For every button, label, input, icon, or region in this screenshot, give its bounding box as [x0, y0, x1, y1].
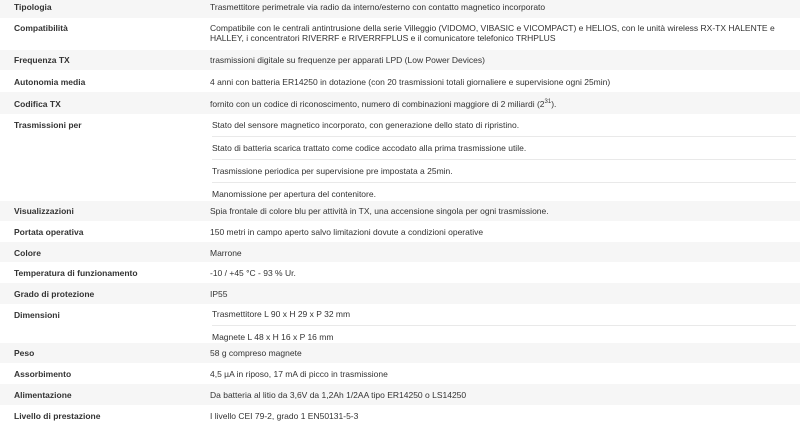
table-row [0, 50, 800, 70]
row-value: Trasmettitore perimetrale via radio da interno/esterno con contatto magnetico incorporato [196, 0, 800, 18]
table-row [0, 262, 800, 283]
row-label: Colore [0, 242, 196, 262]
row-value: trasmissioni digitale su frequenze per apparati LPD (Low Power Devices) [196, 50, 800, 70]
row-label: Grado di protezione [0, 283, 196, 304]
table-row [0, 18, 800, 50]
row-label: Temperatura di funzionamento [0, 262, 196, 283]
row-value: Da batteria al litio da 3,6V da 1,2Ah 1/2AA tipo ER14250 o LS14250 [196, 384, 800, 405]
transmission-item: Manomissione per apertura del contenitore. [212, 182, 796, 201]
row-value: fornito con un codice di riconoscimento, numero di combinazioni maggiore di 2 miliardi $(2^{31})$. [196, 92, 800, 114]
table-row [0, 363, 800, 384]
table-row [0, 384, 800, 405]
row-label: Tipologia [0, 0, 196, 18]
table-row [0, 0, 800, 18]
row-value: IP55 [196, 283, 800, 304]
table-row [0, 114, 800, 201]
row-label: Dimensioni [0, 304, 196, 343]
table-row [0, 283, 800, 304]
transmission-item: Stato del sensore magnetico incorporato, con generazione dello stato di ripristino. [212, 120, 520, 130]
row-label: Portata operativa [0, 221, 196, 242]
row-label: Assorbimento [0, 363, 196, 384]
row-value: Marrone [196, 242, 800, 262]
row-value: Spia frontale di colore blu per attività in TX, una accensione singola per ogni trasmissione. [196, 201, 800, 221]
dimension-item: Magnete L 48 x H 16 x P 16 mm [212, 325, 796, 343]
table-row [0, 221, 800, 242]
table-row [0, 92, 800, 114]
table-row [0, 343, 800, 363]
transmission-item: Stato di batteria scarica trattato come codice accodato alla prima trasmissione utile. [212, 136, 796, 159]
row-value [196, 114, 800, 201]
row-label: Codifica TX [0, 92, 196, 114]
row-label: Compatibilità [0, 18, 196, 50]
table-row [0, 242, 800, 262]
row-label: Livello di prestazione [0, 405, 196, 426]
row-label: Autonomia media [0, 70, 196, 92]
transmission-item: Trasmissione periodica per supervisione pre impostata a 25min. [212, 159, 796, 182]
row-label: Alimentazione [0, 384, 196, 405]
row-value [196, 304, 800, 343]
dimension-item: Trasmettitore L 90 x H 29 x P 32 mm [212, 309, 351, 319]
row-label: Peso [0, 343, 196, 363]
table-row [0, 70, 800, 92]
row-label: Frequenza TX [0, 50, 196, 70]
row-value: -10 / +45 °C - 93 % Ur. [196, 262, 800, 283]
table-row [0, 201, 800, 221]
row-value: I livello CEI 79-2, grado 1 EN50131-5-3 [196, 405, 800, 426]
row-value: Compatibile con le centrali antintrusione della serie Villeggio (VIDOMO, VIBASIC e VICOMPACT) e HELIOS, con le unità wireless RX-TX HALENTE e HALLEY, i concentratori RIVERRF e RIVERRFPLUS e il comunicatore telefonico TRHPLUS [196, 18, 800, 50]
row-label: Visualizzazioni [0, 201, 196, 221]
row-label: Trasmissioni per [0, 114, 196, 201]
row-value: 4,5 µA in riposo, 17 mA di picco in trasmissione [196, 363, 800, 384]
table-row [0, 405, 800, 426]
table-row [0, 304, 800, 343]
row-value: 150 metri in campo aperto salvo limitazioni dovute a condizioni operative [196, 221, 800, 242]
row-value: 58 g compreso magnete [196, 343, 800, 363]
row-value: 4 anni con batteria ER14250 in dotazione (con 20 trasmissioni totali giornaliere e supervisione ogni 25min) [196, 70, 800, 92]
